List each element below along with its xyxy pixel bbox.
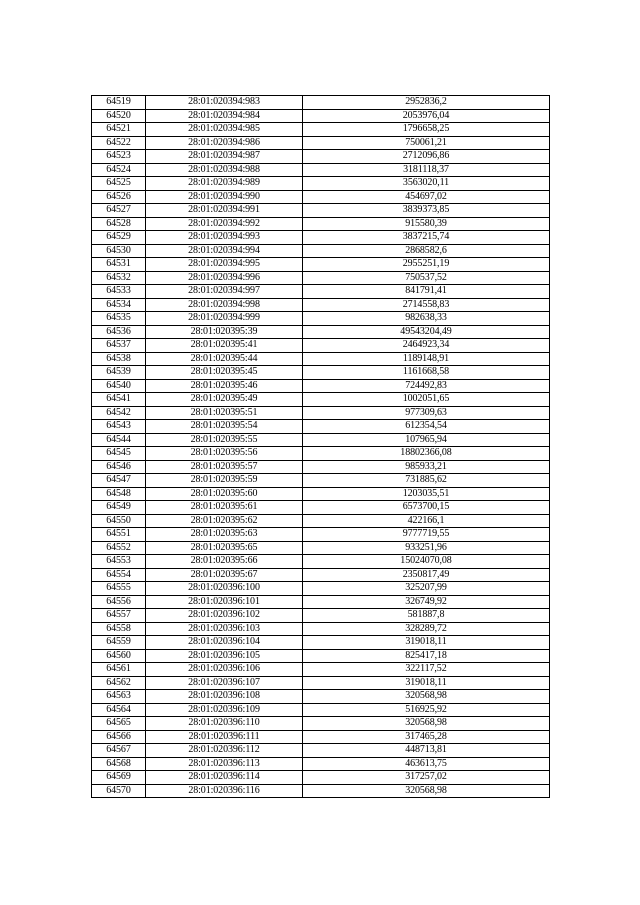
cadastral-number-cell: 28:01:020394:992 [146,217,303,231]
cadastral-value-cell: 750537,52 [303,271,550,285]
cadastral-value-cell: 6573700,15 [303,501,550,515]
table-row [92,339,550,353]
table-row [92,258,550,272]
cadastral-number-cell: 28:01:020396:103 [146,622,303,636]
table-body [92,96,550,798]
cadastral-value-cell: 49543204,49 [303,325,550,339]
cadastral-number-cell: 28:01:020395:46 [146,379,303,393]
cadastral-number-cell: 28:01:020395:61 [146,501,303,515]
table-row [92,717,550,731]
row-number-cell: 64547 [92,474,146,488]
row-number-cell: 64521 [92,123,146,137]
row-number-cell: 64524 [92,163,146,177]
cadastral-number-cell: 28:01:020396:102 [146,609,303,623]
row-number-cell: 64561 [92,663,146,677]
row-number-cell: 64523 [92,150,146,164]
row-number-cell: 64528 [92,217,146,231]
cadastral-number-cell: 28:01:020396:112 [146,744,303,758]
cadastral-value-cell: 15024070,08 [303,555,550,569]
cadastral-number-cell: 28:01:020395:57 [146,460,303,474]
cadastral-number-cell: 28:01:020395:60 [146,487,303,501]
table-row [92,541,550,555]
table-row [92,636,550,650]
table-row [92,325,550,339]
row-number-cell: 64552 [92,541,146,555]
cadastral-number-cell: 28:01:020394:984 [146,109,303,123]
table-row [92,420,550,434]
table-row [92,528,550,542]
cadastral-value-cell: 2952836,2 [303,96,550,110]
table-row [92,163,550,177]
cadastral-value-cell: 1189148,91 [303,352,550,366]
cadastral-value-cell: 731885,62 [303,474,550,488]
table-row [92,366,550,380]
row-number-cell: 64570 [92,784,146,798]
row-number-cell: 64559 [92,636,146,650]
cadastral-number-cell: 28:01:020394:990 [146,190,303,204]
row-number-cell: 64565 [92,717,146,731]
table-row [92,190,550,204]
row-number-cell: 64563 [92,690,146,704]
cadastral-value-cell: 319018,11 [303,636,550,650]
cadastral-value-cell: 825417,18 [303,649,550,663]
row-number-cell: 64520 [92,109,146,123]
cadastral-value-cell: 985933,21 [303,460,550,474]
table-row [92,136,550,150]
cadastral-number-cell: 28:01:020396:107 [146,676,303,690]
table-row [92,568,550,582]
table-row [92,730,550,744]
row-number-cell: 64542 [92,406,146,420]
cadastral-number-cell: 28:01:020396:114 [146,771,303,785]
row-number-cell: 64527 [92,204,146,218]
cadastral-number-cell: 28:01:020395:39 [146,325,303,339]
row-number-cell: 64525 [92,177,146,191]
row-number-cell: 64544 [92,433,146,447]
cadastral-value-cell: 317465,28 [303,730,550,744]
row-number-cell: 64530 [92,244,146,258]
row-number-cell: 64534 [92,298,146,312]
cadastral-value-cell: 1796658,25 [303,123,550,137]
cadastral-value-cell: 320568,98 [303,784,550,798]
cadastral-value-cell: 982638,33 [303,312,550,326]
row-number-cell: 64519 [92,96,146,110]
row-number-cell: 64556 [92,595,146,609]
row-number-cell: 64526 [92,190,146,204]
cadastral-number-cell: 28:01:020394:991 [146,204,303,218]
cadastral-value-cell: 581887,8 [303,609,550,623]
cadastral-number-cell: 28:01:020394:994 [146,244,303,258]
cadastral-number-cell: 28:01:020394:993 [146,231,303,245]
table-row [92,352,550,366]
cadastral-value-cell: 454697,02 [303,190,550,204]
table-row [92,244,550,258]
cadastral-number-cell: 28:01:020394:987 [146,150,303,164]
row-number-cell: 64532 [92,271,146,285]
row-number-cell: 64550 [92,514,146,528]
cadastral-value-cell: 2955251,19 [303,258,550,272]
table-row [92,393,550,407]
cadastral-value-cell: 322117,52 [303,663,550,677]
cadastral-value-cell: 2868582,6 [303,244,550,258]
row-number-cell: 64536 [92,325,146,339]
cadastral-value-cell: 1161668,58 [303,366,550,380]
row-number-cell: 64533 [92,285,146,299]
table-row [92,433,550,447]
cadastral-value-cell: 18802366,08 [303,447,550,461]
cadastral-value-cell: 933251,96 [303,541,550,555]
cadastral-value-cell: 320568,98 [303,690,550,704]
table-row [92,474,550,488]
cadastral-number-cell: 28:01:020395:41 [146,339,303,353]
row-number-cell: 64543 [92,420,146,434]
table-row [92,609,550,623]
cadastral-value-cell: 9777719,55 [303,528,550,542]
cadastral-value-cell: 841791,41 [303,285,550,299]
row-number-cell: 64522 [92,136,146,150]
cadastral-number-cell: 28:01:020396:101 [146,595,303,609]
cadastral-value-cell: 2714558,83 [303,298,550,312]
table-row [92,487,550,501]
cadastral-value-cell: 317257,02 [303,771,550,785]
cadastral-number-cell: 28:01:020394:989 [146,177,303,191]
cadastral-value-cell: 516925,92 [303,703,550,717]
table-row [92,703,550,717]
cadastral-value-cell: 1002051,65 [303,393,550,407]
cadastral-value-cell: 3837215,74 [303,231,550,245]
table-row [92,271,550,285]
cadastral-number-cell: 28:01:020395:51 [146,406,303,420]
cadastral-value-cell: 328289,72 [303,622,550,636]
cadastral-value-cell: 319018,11 [303,676,550,690]
row-number-cell: 64546 [92,460,146,474]
row-number-cell: 64553 [92,555,146,569]
row-number-cell: 64555 [92,582,146,596]
table-row [92,285,550,299]
table-row [92,150,550,164]
cadastral-number-cell: 28:01:020395:59 [146,474,303,488]
cadastral-value-cell: 3839373,85 [303,204,550,218]
row-number-cell: 64558 [92,622,146,636]
cadastral-number-cell: 28:01:020395:63 [146,528,303,542]
row-number-cell: 64539 [92,366,146,380]
table-row [92,298,550,312]
cadastral-value-cell: 1203035,51 [303,487,550,501]
cadastral-value-cell: 724492,83 [303,379,550,393]
cadastral-number-cell: 28:01:020396:106 [146,663,303,677]
row-number-cell: 64566 [92,730,146,744]
cadastral-value-cell: 326749,92 [303,595,550,609]
cadastral-value-cell: 325207,99 [303,582,550,596]
table-row [92,109,550,123]
cadastral-number-cell: 28:01:020395:54 [146,420,303,434]
table-row [92,96,550,110]
cadastral-number-cell: 28:01:020396:100 [146,582,303,596]
cadastral-value-cell: 448713,81 [303,744,550,758]
cadastral-number-cell: 28:01:020394:986 [146,136,303,150]
table-row [92,379,550,393]
table-row [92,622,550,636]
row-number-cell: 64564 [92,703,146,717]
table-row [92,784,550,798]
cadastral-value-cell: 463613,75 [303,757,550,771]
table-row [92,231,550,245]
row-number-cell: 64549 [92,501,146,515]
table-row [92,312,550,326]
row-number-cell: 64535 [92,312,146,326]
table-row [92,447,550,461]
cadastral-number-cell: 28:01:020396:111 [146,730,303,744]
row-number-cell: 64562 [92,676,146,690]
row-number-cell: 64541 [92,393,146,407]
table-row [92,204,550,218]
row-number-cell: 64560 [92,649,146,663]
cadastral-number-cell: 28:01:020394:985 [146,123,303,137]
table-row [92,514,550,528]
table-row [92,406,550,420]
row-number-cell: 64548 [92,487,146,501]
row-number-cell: 64537 [92,339,146,353]
cadastral-value-cell: 2053976,04 [303,109,550,123]
cadastral-value-cell: 977309,63 [303,406,550,420]
row-number-cell: 64569 [92,771,146,785]
table-row [92,582,550,596]
row-number-cell: 64545 [92,447,146,461]
cadastral-number-cell: 28:01:020395:56 [146,447,303,461]
cadastral-number-cell: 28:01:020395:49 [146,393,303,407]
table-row [92,555,550,569]
cadastral-value-cell: 2712096,86 [303,150,550,164]
cadastral-value-cell: 3181118,37 [303,163,550,177]
cadastral-value-cell: 2464923,34 [303,339,550,353]
table-row [92,649,550,663]
cadastral-value-cell: 2350817,49 [303,568,550,582]
cadastral-number-cell: 28:01:020394:996 [146,271,303,285]
cadastral-value-cell: 107965,94 [303,433,550,447]
cadastral-value-cell: 422166,1 [303,514,550,528]
cadastral-number-cell: 28:01:020396:105 [146,649,303,663]
table-row [92,690,550,704]
cadastral-number-cell: 28:01:020396:110 [146,717,303,731]
table-row [92,757,550,771]
row-number-cell: 64538 [92,352,146,366]
cadastral-number-cell: 28:01:020395:44 [146,352,303,366]
row-number-cell: 64557 [92,609,146,623]
table-row [92,744,550,758]
cadastral-number-cell: 28:01:020396:109 [146,703,303,717]
cadastral-number-cell: 28:01:020395:65 [146,541,303,555]
cadastral-number-cell: 28:01:020394:988 [146,163,303,177]
table-row [92,771,550,785]
cadastral-number-cell: 28:01:020395:66 [146,555,303,569]
row-number-cell: 64554 [92,568,146,582]
cadastral-value-cell: 612354,54 [303,420,550,434]
cadastral-value-table [91,95,550,798]
cadastral-value-cell: 3563020,11 [303,177,550,191]
cadastral-number-cell: 28:01:020394:983 [146,96,303,110]
cadastral-number-cell: 28:01:020395:62 [146,514,303,528]
cadastral-number-cell: 28:01:020395:55 [146,433,303,447]
table-row [92,501,550,515]
cadastral-number-cell: 28:01:020394:995 [146,258,303,272]
row-number-cell: 64531 [92,258,146,272]
row-number-cell: 64568 [92,757,146,771]
table-row [92,663,550,677]
table-row [92,177,550,191]
cadastral-value-cell: 320568,98 [303,717,550,731]
row-number-cell: 64529 [92,231,146,245]
cadastral-number-cell: 28:01:020396:104 [146,636,303,650]
cadastral-number-cell: 28:01:020395:45 [146,366,303,380]
cadastral-number-cell: 28:01:020396:108 [146,690,303,704]
row-number-cell: 64540 [92,379,146,393]
table-row [92,217,550,231]
cadastral-number-cell: 28:01:020395:67 [146,568,303,582]
cadastral-number-cell: 28:01:020396:113 [146,757,303,771]
cadastral-number-cell: 28:01:020394:997 [146,285,303,299]
table-row [92,123,550,137]
cadastral-number-cell: 28:01:020396:116 [146,784,303,798]
cadastral-number-cell: 28:01:020394:998 [146,298,303,312]
row-number-cell: 64551 [92,528,146,542]
table-row [92,676,550,690]
row-number-cell: 64567 [92,744,146,758]
cadastral-number-cell: 28:01:020394:999 [146,312,303,326]
cadastral-value-cell: 915580,39 [303,217,550,231]
cadastral-value-cell: 750061,21 [303,136,550,150]
table-row [92,460,550,474]
table-row [92,595,550,609]
